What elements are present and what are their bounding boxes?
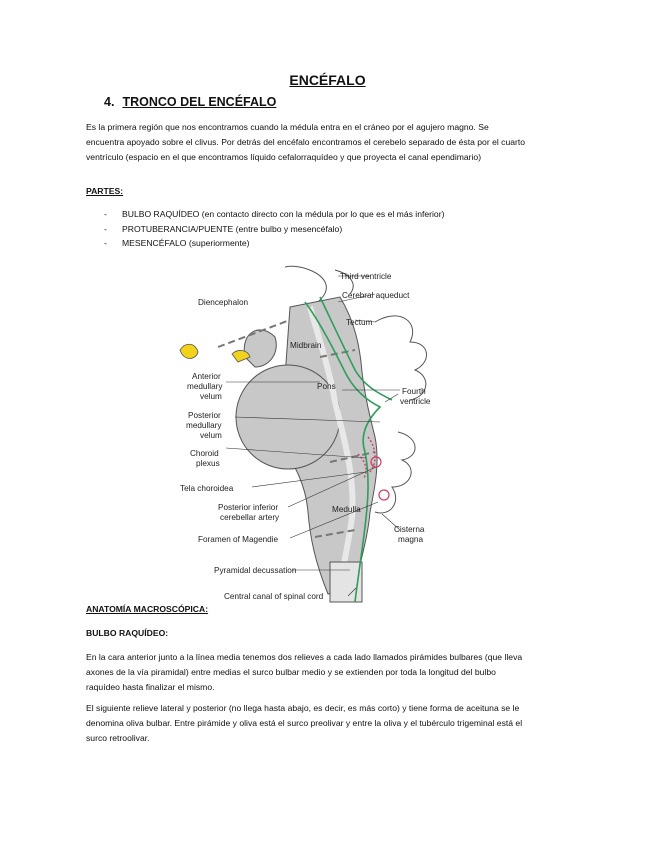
section-heading (104, 95, 276, 109)
label-diencephalon: Diencephalon (198, 298, 249, 307)
part-name: PROTUBERANCIA/PUENTE (122, 223, 234, 234)
label-cerebral-aqueduct: Cerebral aqueduct (342, 291, 410, 300)
label-choroid-plexus-2: plexus (196, 459, 220, 468)
label-pyramidal-decussation: Pyramidal decussation (214, 566, 297, 575)
pons-bulge (236, 365, 340, 469)
pituitary-gland (180, 344, 198, 358)
parts-title: PARTES: (86, 186, 124, 196)
label-posterior-medullary-velum-2: medullary (186, 421, 222, 430)
label-central-canal: Central canal of spinal cord (224, 592, 324, 601)
label-pica-2: cerebellar artery (220, 513, 280, 522)
bulbo-paragraph-1: En la cara anterior junto a la línea media tenemos dos relieves a cada lado llamados pirámides bulbares (que lleva axones de la vía piramidal) entre medias el surco bulbar medio y se extienden por toda la longitud del bulbo raquídeo hasta finalizar el mismo. (86, 652, 523, 692)
label-foramen-magendie: Foramen of Magendie (198, 535, 279, 544)
label-fourth-ventricle-2: ventricle (400, 397, 431, 406)
label-anterior-medullary-velum-1: Anterior (192, 372, 221, 381)
part-desc: (entre bulbo y mesencéfalo) (235, 223, 343, 234)
part-desc: (en contacto directo con la médula por lo que es el más inferior) (201, 209, 445, 219)
brainstem-diagram (170, 262, 530, 607)
label-cisterna-magna-1: Cisterna (394, 525, 425, 534)
label-choroid-plexus-1: Choroid (190, 449, 219, 458)
bulbo-paragraph-2: El siguiente relieve lateral y posterior (no llega hasta abajo, es decir, es más corto) y tiene forma de aceituna se le denomina oliva bulbar. Entre pirámide y oliva está el surco preolivar y entre la oliva y el tubérculo trigeminal está el surco retroolivar. (86, 703, 523, 743)
label-midbrain: Midbrain (290, 341, 322, 350)
pineal-shape (232, 350, 250, 362)
part-desc: (superiormente) (188, 238, 250, 248)
part-name: MESENCÉFALO (122, 238, 187, 248)
label-medulla: Medulla (332, 505, 361, 514)
list-item (100, 222, 444, 237)
label-pons: Pons (317, 382, 336, 391)
label-tectum: Tectum (346, 318, 373, 327)
label-fourth-ventricle-1: Fourth (402, 387, 426, 396)
section-bulbo: BULBO RAQUÍDEO: (86, 628, 169, 638)
label-anterior-medullary-velum-3: velum (200, 392, 222, 401)
label-tela-choroidea: Tela choroidea (180, 484, 234, 493)
list-item (100, 207, 444, 222)
section-anatomy: ANATOMÍA MACROSCÓPICA: (86, 604, 209, 614)
label-pica-1: Posterior inferior (218, 503, 279, 512)
label-posterior-medullary-velum-1: Posterior (188, 411, 221, 420)
part-name: BULBO RAQUÍDEO (122, 209, 200, 219)
pica-vessel-2 (379, 490, 389, 500)
cerebellum-outline-lower (375, 432, 415, 513)
label-third-ventricle: Third ventricle (340, 272, 392, 281)
heading-text: TRONCO DEL ENCÉFALO (122, 95, 277, 109)
list-item (100, 236, 444, 251)
label-posterior-medullary-velum-3: velum (200, 431, 222, 440)
label-anterior-medullary-velum-2: medullary (187, 382, 223, 391)
page-title: ENCÉFALO (289, 72, 366, 88)
parts-list (100, 207, 444, 251)
intro-paragraph: Es la primera región que nos encontramos cuando la médula entra en el cráneo por el agujero magno. Se encuentra apoyado sobre el clivus. Por detrás del encéfalo encontramos el cerebelo separado de ésta por el cuarto ventrículo (espacio en el que encontramos líquido cefalorraquídeo y que proyecta el canal ependimario) (86, 122, 526, 162)
heading-number: 4. (104, 95, 115, 109)
label-cisterna-magna-2: magna (398, 535, 424, 544)
